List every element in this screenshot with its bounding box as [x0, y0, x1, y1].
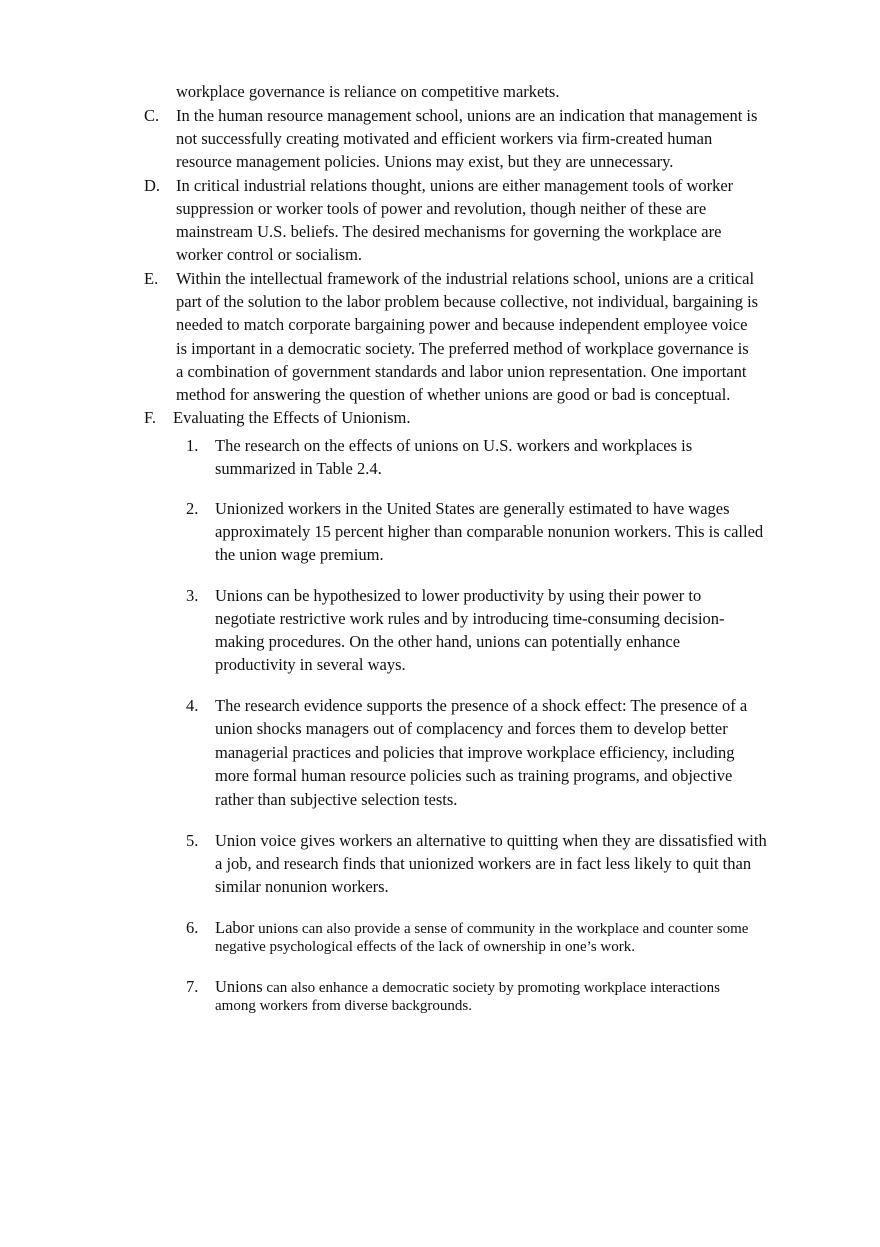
- item-number: 5.: [186, 831, 199, 850]
- outline-line: resource management policies. Unions may exist, but they are unnecessary.: [176, 152, 674, 171]
- item-line: among workers from diverse backgrounds.: [215, 998, 473, 1014]
- item-line: Unions can be hypothesized to lower productivity by using their power to: [215, 586, 702, 605]
- item-line-rest: unions can also provide a sense of community in the workplace and counter some: [254, 921, 749, 937]
- item-line: negative psychological effects of the lack of ownership in one’s work.: [215, 939, 636, 955]
- item-line: making procedures. On the other hand, unions can potentially enhance: [215, 632, 681, 651]
- item-line: productivity in several ways.: [215, 655, 406, 674]
- outline-line: a combination of government standards and labor union representation. One important: [176, 362, 747, 381]
- outline-line: In critical industrial relations thought, unions are either management tools of worker: [176, 176, 734, 195]
- item-number: 4.: [186, 696, 199, 715]
- item-line-rest: can also enhance a democratic society by promoting workplace interactions: [262, 980, 720, 996]
- item-lead-word: Unions: [215, 977, 263, 996]
- item-line: the union wage premium.: [215, 545, 384, 564]
- item-line: a job, and research finds that unionized workers are in fact less likely to quit than: [215, 854, 752, 873]
- item-line: The research evidence supports the presence of a shock effect: The presence of a: [215, 696, 748, 715]
- item-number: 2.: [186, 499, 199, 518]
- item-number: 7.: [186, 977, 199, 996]
- outline-line: needed to match corporate bargaining power and because independent employee voice: [176, 315, 748, 334]
- item-line: more formal human resource policies such as training programs, and objective: [215, 766, 733, 785]
- item-lead-word: Labor: [215, 918, 255, 937]
- outline-marker: F.: [144, 408, 156, 427]
- outline-line: not successfully creating motivated and efficient workers via firm-created human: [176, 129, 713, 148]
- outline-marker: E.: [144, 269, 159, 288]
- item-line: Unionized workers in the United States are generally estimated to have wages: [215, 499, 730, 518]
- outline-line: mainstream U.S. beliefs. The desired mechanisms for governing the workplace are: [176, 222, 722, 241]
- item-number: 3.: [186, 586, 199, 605]
- outline-line: suppression or worker tools of power and revolution, though neither of these are: [176, 199, 707, 218]
- item-line: similar nonunion workers.: [215, 877, 389, 896]
- item-line: managerial practices and policies that improve workplace efficiency, including: [215, 743, 735, 762]
- outline-line: worker control or socialism.: [176, 245, 363, 264]
- outline-marker: D.: [144, 176, 161, 195]
- item-line: rather than subjective selection tests.: [215, 790, 458, 809]
- outline-line: In the human resource management school, unions are an indication that management is: [176, 106, 758, 125]
- item-number: 1.: [186, 436, 199, 455]
- item-line: negotiate restrictive work rules and by introducing time-consuming decision-: [215, 609, 725, 628]
- item-line: summarized in Table 2.4.: [215, 459, 382, 478]
- outline-line: Within the intellectual framework of the industrial relations school, unions are a critical: [176, 269, 755, 288]
- outline-line: part of the solution to the labor problem because collective, not individual, bargaining is: [176, 292, 759, 311]
- item-line: approximately 15 percent higher than comparable nonunion workers. This is called: [215, 522, 764, 541]
- outline-marker: C.: [144, 106, 160, 125]
- outline-line: method for answering the question of whether unions are good or bad is conceptual.: [176, 385, 731, 404]
- section-heading: Evaluating the Effects of Unionism.: [173, 408, 411, 427]
- item-line: union shocks managers out of complacency and forces them to develop better: [215, 719, 728, 738]
- item-number: 6.: [186, 918, 199, 937]
- item-line: Union voice gives workers an alternative to quitting when they are dissatisfied with: [215, 831, 767, 850]
- item-line: The research on the effects of unions on U.S. workers and workplaces is: [215, 436, 693, 455]
- outline-line: is important in a democratic society. The preferred method of workplace governance is: [176, 339, 749, 358]
- continuation-line: workplace governance is reliance on competitive markets.: [176, 82, 560, 101]
